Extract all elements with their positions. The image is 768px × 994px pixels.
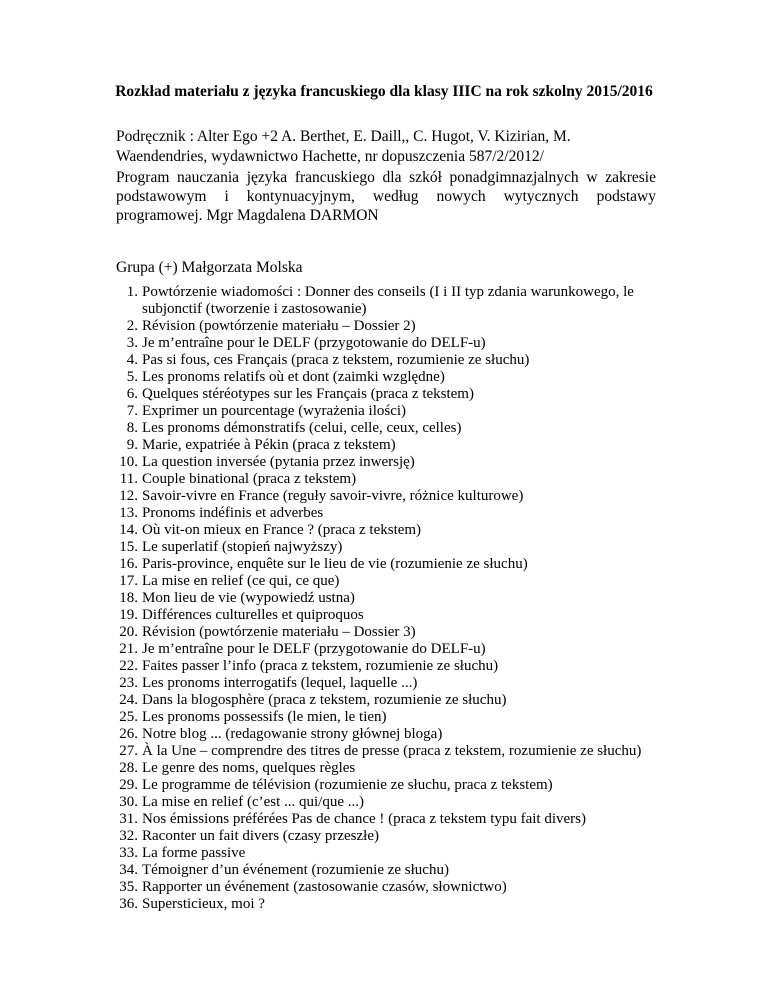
- list-item: [116, 658, 656, 675]
- list-item-number: 33.: [119, 845, 138, 861]
- list-item-number: 36.: [119, 896, 138, 912]
- list-item-number: 30.: [119, 794, 138, 810]
- list-item-number: 27.: [119, 743, 138, 759]
- list-item-number: 5.: [126, 369, 138, 385]
- list-item-number: 35.: [119, 879, 138, 895]
- list-item-text: La mise en relief (ce qui, ce que): [142, 573, 340, 589]
- list-item: [116, 675, 656, 692]
- list-item-text: Faites passer l’info (praca z tekstem, rozumienie ze słuchu): [142, 658, 499, 674]
- list-item-number: 31.: [119, 811, 138, 827]
- list-item-number: 10.: [119, 454, 138, 470]
- list-item-number: 12.: [119, 488, 138, 504]
- list-item: [116, 437, 656, 454]
- list-item-text: Les pronoms démonstratifs (celui, celle, ceux, celles): [142, 420, 462, 436]
- list-item-number: 9.: [126, 437, 138, 453]
- list-item: [116, 573, 656, 590]
- list-item-text: Le superlatif (stopień najwyższy): [142, 539, 343, 555]
- list-item-text: La question inversée (pytania przez inwersję): [142, 454, 415, 470]
- list-item-number: 17.: [119, 573, 138, 589]
- list-item-number: 1.: [126, 284, 138, 300]
- list-item: [116, 454, 656, 471]
- list-item: [116, 403, 656, 420]
- list-item-text: Pas si fous, ces Français (praca z tekstem, rozumienie ze słuchu): [142, 352, 530, 368]
- list-item-text: Je m’entraîne pour le DELF (przygotowanie do DELF-u): [142, 335, 486, 351]
- list-item-number: 8.: [126, 420, 138, 436]
- list-item: [116, 896, 656, 913]
- list-item: [116, 488, 656, 505]
- list-item-number: 22.: [119, 658, 138, 674]
- list-item-number: 25.: [119, 709, 138, 725]
- list-item-number: 20.: [119, 624, 138, 640]
- list-item-text: Powtórzenie wiadomości : Donner des conseils (I i II typ zdania warunkowego, le subjonctif (tworzenie i zastosowanie): [142, 284, 634, 317]
- list-item: [116, 352, 656, 369]
- list-item: [116, 692, 656, 709]
- list-item: [116, 284, 656, 318]
- list-item-text: Les pronoms possessifs (le mien, le tien): [142, 709, 387, 725]
- list-item: [116, 726, 656, 743]
- list-item-text: Supersticieux, moi ?: [142, 896, 265, 912]
- list-item-text: Le genre des noms, quelques règles: [142, 760, 356, 776]
- list-item: [116, 590, 656, 607]
- list-item: [116, 879, 656, 896]
- list-item: [116, 624, 656, 641]
- list-item: [116, 709, 656, 726]
- list-item-text: Témoigner d’un événement (rozumienie ze słuchu): [142, 862, 449, 878]
- list-item: [116, 828, 656, 845]
- list-item: [116, 335, 656, 352]
- list-item: [116, 318, 656, 335]
- list-item-number: 18.: [119, 590, 138, 606]
- list-item-text: Où vit-on mieux en France ? (praca z tekstem): [142, 522, 422, 538]
- list-item-number: 23.: [119, 675, 138, 691]
- list-item-number: 21.: [119, 641, 138, 657]
- list-item: [116, 743, 656, 760]
- list-item: [116, 556, 656, 573]
- list-item-text: Paris-province, enquête sur le lieu de vie (rozumienie ze słuchu): [142, 556, 528, 572]
- list-item-text: Révision (powtórzenie materiału – Dossier 2): [142, 318, 416, 334]
- list-item: [116, 607, 656, 624]
- list-item-text: Marie, expatriée à Pékin (praca z tekstem): [142, 437, 396, 453]
- list-item: [116, 641, 656, 658]
- list-item-text: Exprimer un pourcentage (wyrażenia ilości): [142, 403, 407, 419]
- document-title: Rozkład materiału z języka francuskiego dla klasy IIIC na rok szkolny 2015/2016: [115, 83, 653, 100]
- list-item: [116, 471, 656, 488]
- list-item-number: 26.: [119, 726, 138, 742]
- list-item: [116, 760, 656, 777]
- list-item-number: 4.: [126, 352, 138, 368]
- list-item-number: 24.: [119, 692, 138, 708]
- list-item-number: 3.: [126, 335, 138, 351]
- list-item-text: La mise en relief (c’est ... qui/que ...): [142, 794, 364, 810]
- list-item: [116, 794, 656, 811]
- list-item: [116, 539, 656, 556]
- topics-list: [116, 284, 656, 913]
- list-item-number: 34.: [119, 862, 138, 878]
- textbook-info: Podręcznik : Alter Ego +2 A. Berthet, E. Daill,, C. Hugot, V. Kizirian, M. Waendendries, wydawnictwo Hachette, nr dopuszczenia 587/2/2012/: [116, 128, 571, 165]
- list-item-number: 11.: [119, 471, 138, 487]
- list-item: [116, 505, 656, 522]
- list-item-text: La forme passive: [142, 845, 246, 861]
- list-item: [116, 420, 656, 437]
- list-item: [116, 845, 656, 862]
- list-item-number: 7.: [126, 403, 138, 419]
- list-item-text: Je m’entraîne pour le DELF (przygotowanie do DELF-u): [142, 641, 486, 657]
- list-item-number: 15.: [119, 539, 138, 555]
- list-item-number: 19.: [119, 607, 138, 623]
- list-item-text: Savoir-vivre en France (reguły savoir-vivre, różnice kulturowe): [142, 488, 524, 504]
- list-item: [116, 862, 656, 879]
- list-item-number: 14.: [119, 522, 138, 538]
- group-heading: Grupa (+) Małgorzata Molska: [116, 259, 303, 276]
- list-item-number: 32.: [119, 828, 138, 844]
- list-item-text: Révision (powtórzenie materiału – Dossier 3): [142, 624, 416, 640]
- list-item: [116, 369, 656, 386]
- list-item-number: 13.: [119, 505, 138, 521]
- list-item-text: Raconter un fait divers (czasy przeszłe): [142, 828, 379, 844]
- list-item-number: 29.: [119, 777, 138, 793]
- list-item-number: 2.: [126, 318, 138, 334]
- list-item: [116, 777, 656, 794]
- program-info: Program nauczania języka francuskiego dla szkół ponadgimnazjalnych w zakresie podstawowym i kontynuacyjnym, według nowych wytycznych podstawy programowej. Mgr Magdalena DARMON: [116, 169, 656, 224]
- list-item-number: 28.: [119, 760, 138, 776]
- list-item-text: Dans la blogosphère (praca z tekstem, rozumienie ze słuchu): [142, 692, 507, 708]
- list-item: [116, 386, 656, 403]
- list-item-text: Notre blog ... (redagowanie strony głównej bloga): [142, 726, 443, 742]
- list-item-text: Pronoms indéfinis et adverbes: [142, 505, 324, 521]
- list-item-text: Nos émissions préférées Pas de chance ! (praca z tekstem typu fait divers): [142, 811, 587, 827]
- list-item-number: 16.: [119, 556, 138, 572]
- list-item-text: Rapporter un événement (zastosowanie czasów, słownictwo): [142, 879, 507, 895]
- list-item-text: À la Une – comprendre des titres de presse (praca z tekstem, rozumienie ze słuchu): [142, 743, 642, 759]
- list-item: [116, 811, 656, 828]
- list-item-text: Quelques stéréotypes sur les Français (praca z tekstem): [142, 386, 474, 402]
- list-item-text: Couple binational (praca z tekstem): [142, 471, 357, 487]
- list-item-number: 6.: [126, 386, 138, 402]
- list-item: [116, 522, 656, 539]
- list-item-text: Le programme de télévision (rozumienie ze słuchu, praca z tekstem): [142, 777, 553, 793]
- list-item-text: Différences culturelles et quiproquos: [142, 607, 364, 623]
- list-item-text: Mon lieu de vie (wypowiedź ustna): [142, 590, 355, 606]
- list-item-text: Les pronoms interrogatifs (lequel, laquelle ...): [142, 675, 418, 691]
- list-item-text: Les pronoms relatifs où et dont (zaimki względne): [142, 369, 445, 385]
